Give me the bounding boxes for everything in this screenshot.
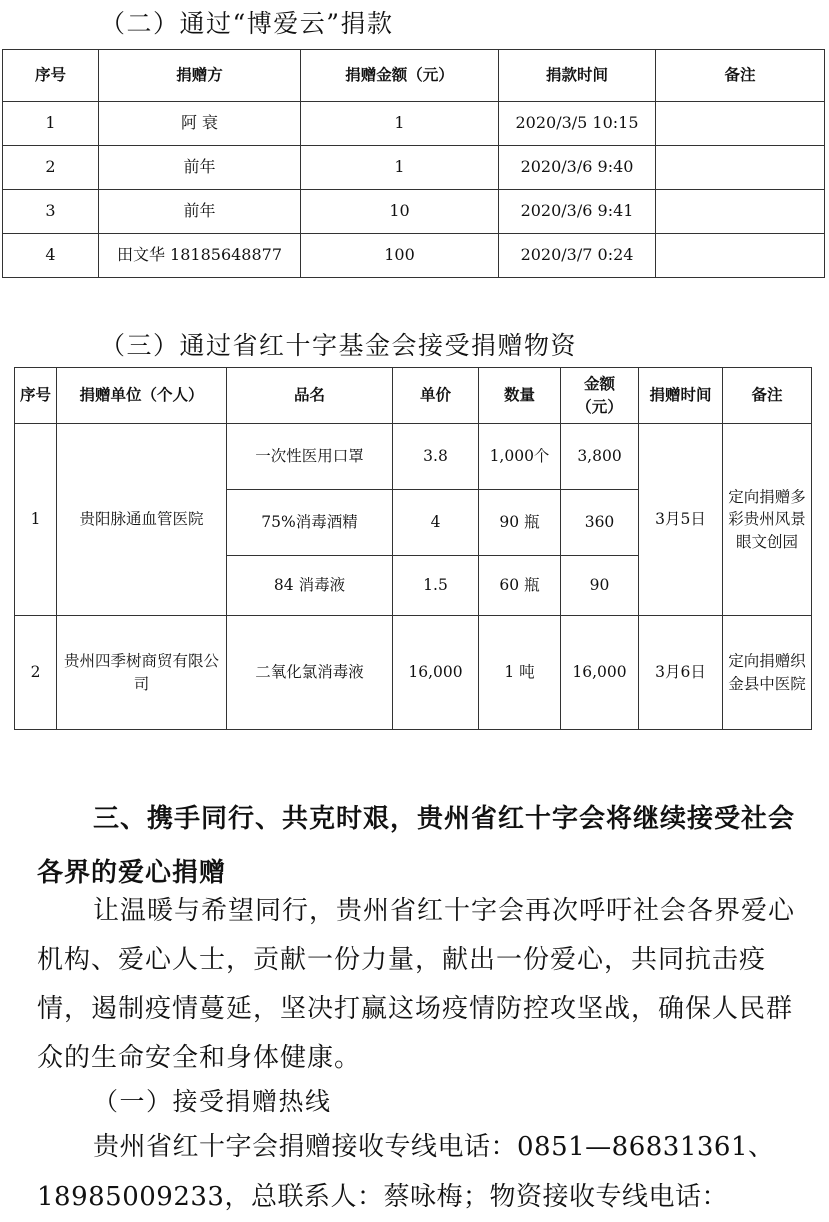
cell-no: 2 (15, 616, 57, 730)
cell-note: 定向捐赠多彩贵州风景眼文创园 (723, 424, 812, 616)
hotline-body: 贵州省红十字会捐赠接收专线电话：0851—86831361、18985009233，总联系人：蔡咏梅；物资接收专线电话： (37, 1132, 775, 1212)
cell-amount: 16,000 (561, 616, 639, 730)
cell-price: 3.8 (393, 424, 479, 490)
cell-item: 二氧化氯消毒液 (227, 616, 393, 730)
cell-donor: 贵阳脉通血管医院 (57, 424, 227, 616)
cell-note (656, 234, 825, 278)
header-amount: 金额（元） (561, 368, 639, 424)
part3-heading: 三、携手同行、共克时艰，贵州省红十字会将继续接受社会各界的爱心捐赠 (37, 804, 796, 888)
cell-donor: 阿 衰 (99, 102, 301, 146)
cell-amount: 1 (301, 102, 499, 146)
header-note: 备注 (723, 368, 812, 424)
cell-amount: 360 (561, 490, 639, 556)
cell-donor: 前年 (99, 190, 301, 234)
table-header-row (15, 368, 812, 424)
cell-time: 2020/3/7 0:24 (499, 234, 656, 278)
header-amount: 捐赠金额（元） (301, 50, 499, 102)
material-donation-table (14, 367, 812, 730)
table-row (15, 424, 812, 490)
table-row (3, 102, 825, 146)
header-note: 备注 (656, 50, 825, 102)
cell-amount: 1 (301, 146, 499, 190)
table-row (15, 616, 812, 730)
cell-price: 4 (393, 490, 479, 556)
header-time: 捐赠时间 (639, 368, 723, 424)
cell-time: 2020/3/6 9:40 (499, 146, 656, 190)
section2-heading: （二）通过“博爱云”捐款 (100, 9, 394, 38)
cell-qty: 60 瓶 (479, 556, 561, 616)
table-row (3, 146, 825, 190)
cell-amount: 3,800 (561, 424, 639, 490)
cell-no: 2 (3, 146, 99, 190)
hotline-heading: （一）接受捐赠热线 (93, 1087, 332, 1116)
cell-note (656, 146, 825, 190)
part3-body: 让温暖与希望同行，贵州省红十字会再次呼吁社会各界爱心机构、爱心人士，贡献一份力量，献出一份爱心，共同抗击疫情，遏制疫情蔓延，坚决打赢这场疫情防控攻坚战，确保人民群众的生命安全和身体健康。 (37, 896, 796, 1073)
cell-qty: 90 瓶 (479, 490, 561, 556)
table-header-row (3, 50, 825, 102)
header-no: 序号 (15, 368, 57, 424)
cell-amount: 10 (301, 190, 499, 234)
cell-amount: 100 (301, 234, 499, 278)
cell-no: 1 (3, 102, 99, 146)
cell-note (656, 190, 825, 234)
header-price: 单价 (393, 368, 479, 424)
cell-time: 3月5日 (639, 424, 723, 616)
table-row (3, 234, 825, 278)
cell-note (656, 102, 825, 146)
header-no: 序号 (3, 50, 99, 102)
cell-time: 2020/3/6 9:41 (499, 190, 656, 234)
header-time: 捐款时间 (499, 50, 656, 102)
cell-amount: 90 (561, 556, 639, 616)
cell-no: 4 (3, 234, 99, 278)
cell-time: 2020/3/5 10:15 (499, 102, 656, 146)
cell-qty: 1,000个 (479, 424, 561, 490)
cell-donor: 贵州四季树商贸有限公司 (57, 616, 227, 730)
cell-item: 84 消毒液 (227, 556, 393, 616)
header-donor: 捐赠方 (99, 50, 301, 102)
cell-price: 16,000 (393, 616, 479, 730)
cell-no: 3 (3, 190, 99, 234)
header-donor: 捐赠单位（个人） (57, 368, 227, 424)
header-qty: 数量 (479, 368, 561, 424)
cell-item: 一次性医用口罩 (227, 424, 393, 490)
header-item: 品名 (227, 368, 393, 424)
cell-price: 1.5 (393, 556, 479, 616)
cell-qty: 1 吨 (479, 616, 561, 730)
table-row (3, 190, 825, 234)
online-donation-table (2, 49, 825, 278)
cell-donor: 前年 (99, 146, 301, 190)
section3-heading: （三）通过省红十字基金会接受捐赠物资 (100, 331, 578, 360)
cell-item: 75%消毒酒精 (227, 490, 393, 556)
cell-time: 3月6日 (639, 616, 723, 730)
cell-donor: 田文华 18185648877 (99, 234, 301, 278)
cell-no: 1 (15, 424, 57, 616)
cell-note: 定向捐赠织金县中医院 (723, 616, 812, 730)
